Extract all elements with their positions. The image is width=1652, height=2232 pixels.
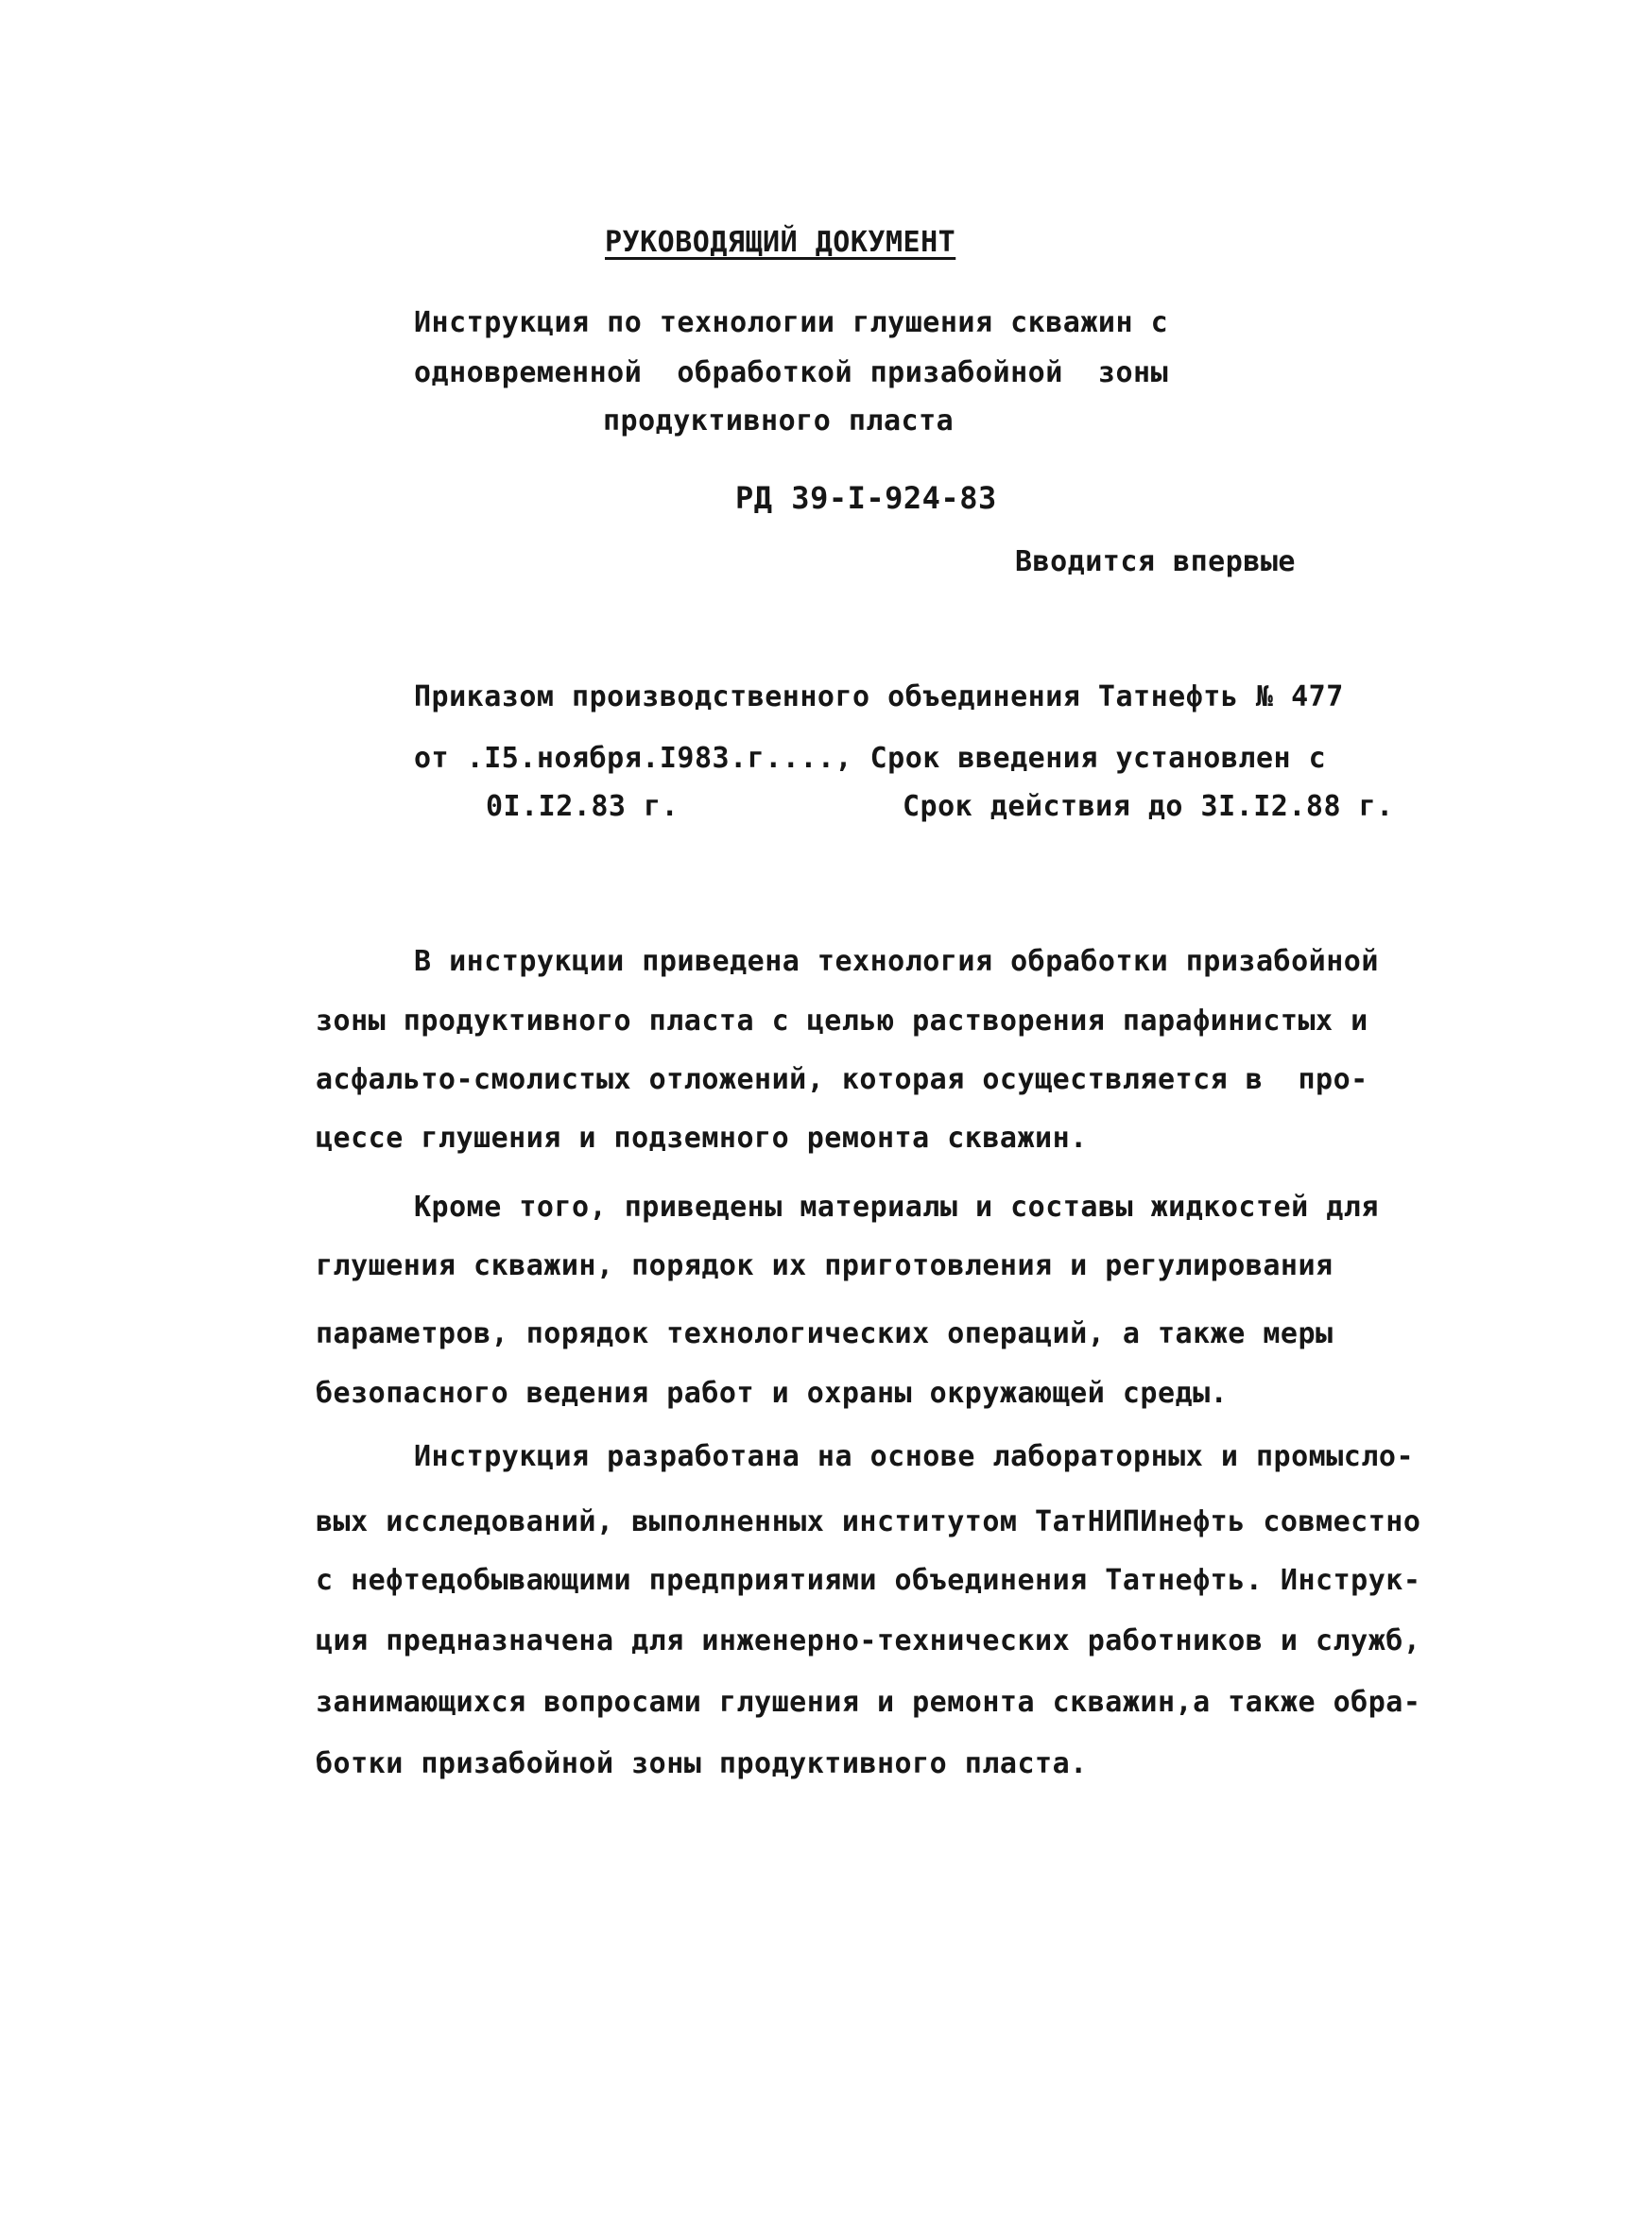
title-line-2: одновременной обработкой призабойной зоны: [414, 356, 1169, 389]
order-line: Приказом производственного объединения Татнефть № 477: [414, 680, 1344, 713]
paragraph-2-line-1: Кроме того, приведены материалы и составы жидкостей для: [414, 1191, 1379, 1224]
paragraph-1-line-4: цессе глушения и подземного ремонта скважин.: [316, 1122, 1088, 1155]
paragraph-3-line-5: занимающихся вопросами глушения и ремонта скважин,а также обра-: [316, 1686, 1421, 1719]
title-line-1: Инструкция по технологии глушения скважин с: [414, 306, 1169, 339]
paragraph-2-line-2: глушения скважин, порядок их приготовления и регулирования: [316, 1249, 1334, 1282]
document-code: РД 39-I-924-83: [735, 480, 997, 516]
validity-period: Срок действия до 3I.I2.88 г.: [903, 790, 1394, 823]
document-status: Вводится впервые: [1015, 545, 1296, 578]
paragraph-3-line-4: ция предназначена для инженерно-технических работников и служб,: [316, 1624, 1421, 1657]
paragraph-3-line-1: Инструкция разработана на основе лабораторных и промысло-: [414, 1440, 1415, 1473]
effective-start-date: 0I.I2.83 г.: [486, 790, 680, 823]
order-date-line: от .I5.ноября.I983.г...., Срок введения установлен с: [414, 742, 1327, 775]
paragraph-3-line-2: вых исследований, выполненных институтом ТатНИПИнефть совместно: [316, 1505, 1421, 1538]
paragraph-2-line-3: параметров, порядок технологических операций, а также меры: [316, 1317, 1334, 1350]
paragraph-1-line-3: асфальто-смолистых отложений, которая осуществляется в про-: [316, 1063, 1368, 1096]
paragraph-2-line-4: безопасного ведения работ и охраны окружающей среды.: [316, 1377, 1229, 1410]
paragraph-1-line-1: В инструкции приведена технология обработки призабойной: [414, 945, 1379, 978]
paragraph-1-line-2: зоны продуктивного пласта с целью растворения парафинистых и: [316, 1004, 1368, 1038]
paragraph-3-line-3: с нефтедобывающими предприятиями объединения Татнефть. Инструк-: [316, 1564, 1421, 1597]
document-heading: РУКОВОДЯЩИЙ ДОКУМЕНТ: [605, 226, 956, 259]
title-line-3: продуктивного пласта: [603, 404, 955, 438]
paragraph-3-line-6: ботки призабойной зоны продуктивного пласта.: [316, 1747, 1088, 1780]
